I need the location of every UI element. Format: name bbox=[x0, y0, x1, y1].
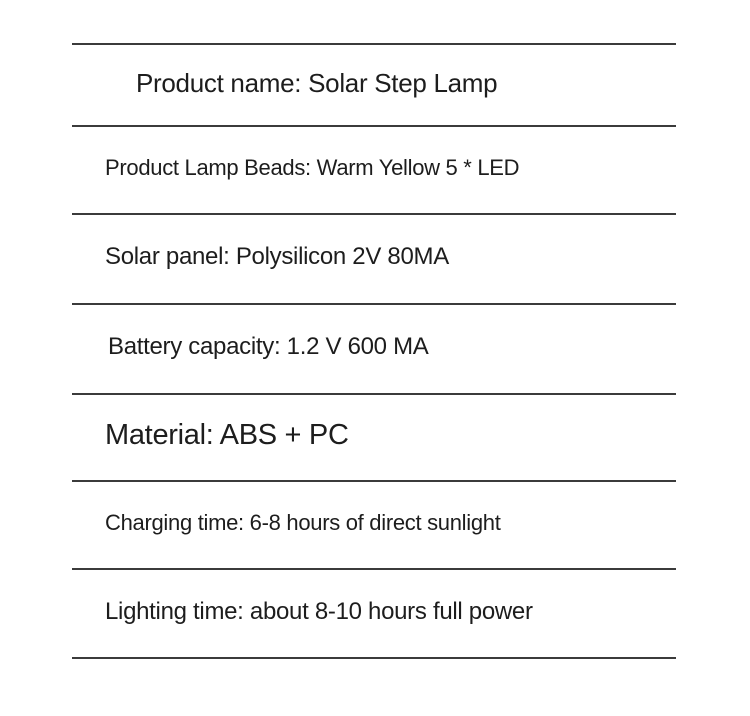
spec-text-lamp-beads: Product Lamp Beads: Warm Yellow 5 * LED bbox=[105, 155, 520, 180]
spec-text-charging-time: Charging time: 6-8 hours of direct sunlight bbox=[105, 510, 501, 535]
product-spec-sheet bbox=[72, 43, 676, 659]
spec-row-lighting-time bbox=[72, 568, 676, 659]
spec-text-lighting-time: Lighting time: about 8-10 hours full power bbox=[105, 597, 533, 625]
spec-row-material bbox=[72, 393, 676, 480]
spec-text-material: Material: ABS + PC bbox=[105, 419, 349, 451]
spec-row-charging-time bbox=[72, 480, 676, 568]
spec-row-solar-panel bbox=[72, 213, 676, 303]
spec-row-battery-capacity bbox=[72, 303, 676, 393]
spec-text-solar-panel: Solar panel: Polysilicon 2V 80MA bbox=[105, 243, 449, 270]
spec-text-battery-capacity: Battery capacity: 1.2 V 600 MA bbox=[108, 333, 429, 360]
spec-row-product-name bbox=[72, 43, 676, 125]
spec-row-lamp-beads bbox=[72, 125, 676, 213]
spec-text-product-name: Product name: Solar Step Lamp bbox=[136, 67, 498, 98]
